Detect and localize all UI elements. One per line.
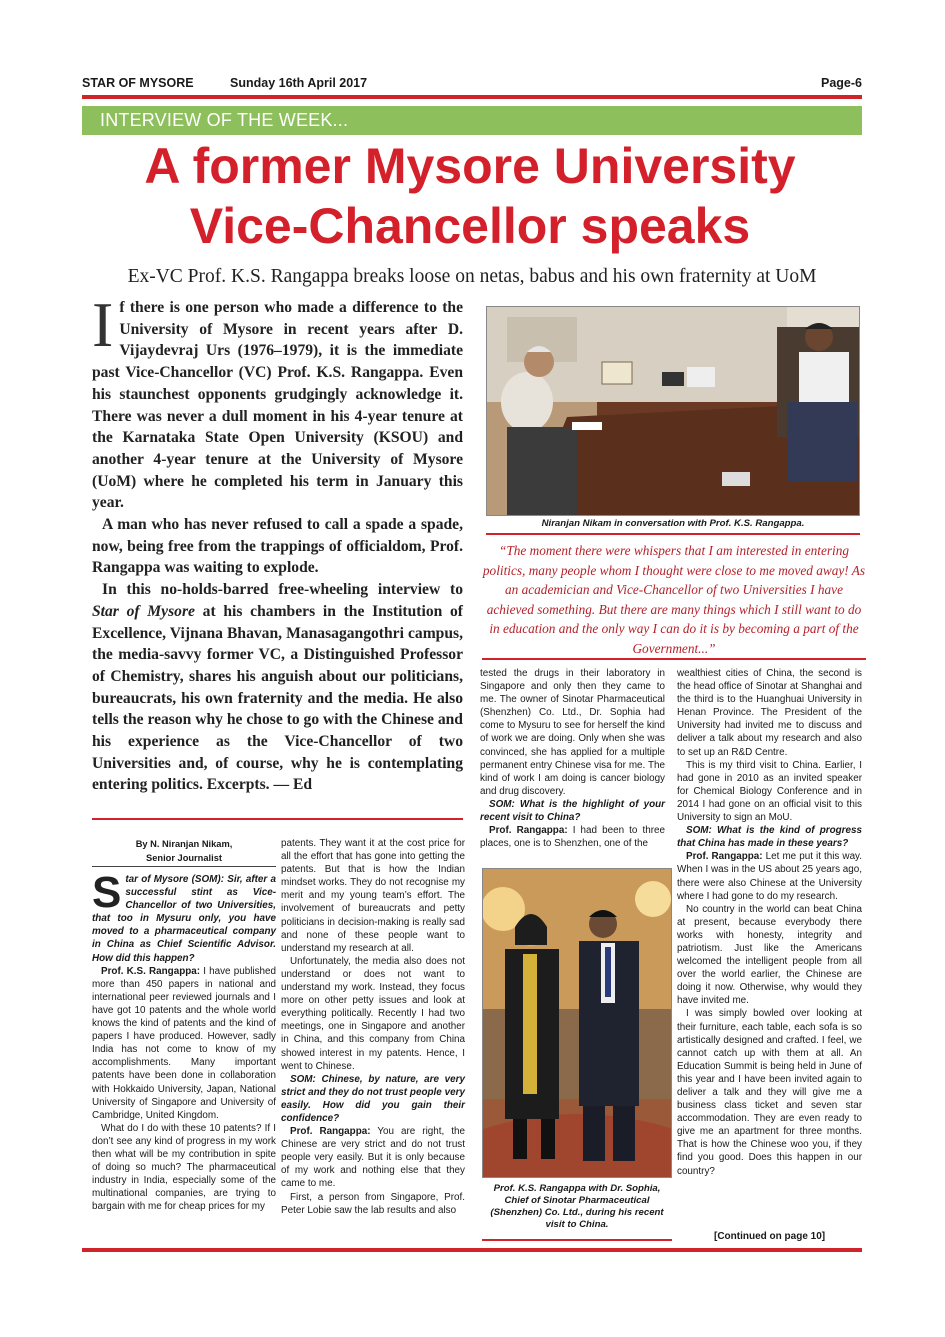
page-number: Page-6: [821, 76, 862, 90]
col2-answer-text: You are right, the Chinese are very strict and do not trust people very easily. But it is only because of my work and nothing else that they came to me.: [281, 1126, 465, 1190]
interview-photo-caption: Niranjan Nikam in conversation with Prof. K.S. Rangappa.: [541, 518, 805, 529]
issue-date: Sunday 16th April 2017: [230, 76, 368, 90]
col2-speaker: Prof. Rangappa:: [290, 1126, 371, 1138]
masthead: [82, 76, 862, 94]
article-column-3: [480, 667, 665, 850]
byline: [92, 837, 276, 865]
continued-link[interactable]: [Continued on page 10]: [714, 1231, 826, 1242]
china-visit-photo-illustration: [483, 869, 672, 1178]
intro-dropcap: I: [92, 289, 114, 360]
col4-answer: [677, 850, 862, 902]
deck-subheadline: Ex-VC Prof. K.S. Rangappa breaks loose on netas, babus and his own fraternity at UoM: [127, 266, 817, 287]
col3-answer-text: I had been to three places, one is to Shenzhen, one of the: [480, 825, 665, 850]
col1-paragraph-2: What do I do with these 10 patents? If I don’t see any kind of progress in my work then what will be my contribution in spite of doing so much? The pharmaceutical industry in India, especially some of the multinational companies, are trying to bargain with me for cheap prices for my: [92, 1122, 276, 1213]
col3-speaker: Prof. Rangappa:: [489, 825, 568, 837]
intro-paragraph-1: [92, 289, 463, 514]
col2-paragraph-2: Unfortunately, the media also does not understand or does not want to understand my work. Instead, they focus more on other petty issues and look at everything politically. Recently I had two meetings, one in Singapore and another in China, and this company from China showed interest in my patents. Hence, I went to Chinese.: [281, 955, 465, 1072]
footer-rule: [82, 1248, 862, 1252]
col1-answer-text: I have published more than 450 papers in national and international peer reviewed journals and I have got 10 patents and the whole world knows the kind of patents and the kind of papers I have produced. However, sadly India has not come to know of my accomplishments. Many important patents have been done in collaboration with Hokkaido University, Japan, National University of Singapore and University of Cambridge, United Kingdom.: [92, 965, 276, 1121]
byline-title: Senior Journalist: [146, 853, 222, 863]
intro-p3-a: In this no-holds-barred free-wheeling interview to: [102, 581, 463, 599]
col2-answer: [281, 1125, 465, 1190]
intro-rule: [92, 818, 463, 820]
col4-paragraph-4: I was simply bowled over looking at their furniture, each table, each sofa is so artistically designed and crafted. I feel, we cannot catch up with them at all. An Education Summit is being held in June of this year and I have been invited again to deliver a talk and they will give me a business class ticket and seven star accommodation. They are even ready to give me an apartment for three months. That is how the Chinese woo you, if they find you good. Does this happen in our country?: [677, 1008, 862, 1177]
article-column-4: [677, 667, 862, 1178]
pull-quote: “The moment there were whispers that I am interested in entering politics, many people whom I thought were close to me moved away! As an academician and Vice-Chancellor of two Universities I have achieved something. But there are many things which I still want to do in education and the only way I can do it is by becoming a part of the Government...”: [482, 543, 866, 656]
china-visit-photo-caption: Prof. K.S. Rangappa with Dr. Sophia, Chief of Sinotar Pharmaceutical (Shenzhen) Co. Ltd., during his recent visit to China.: [490, 1183, 664, 1230]
pullquote-rule: [482, 658, 866, 660]
col4-paragraph-2: This is my third visit to China. Earlier, I had gone in 2010 as an invited speaker for Chemical Biology Conference and in 2014 I had gone on an official visit to this University to sign an MoU.: [677, 759, 862, 824]
col3-paragraph-1: tested the drugs in their laboratory in Singapore and only then they came to me. The owner of Sinotar Pharmaceutical (Shenzhen) Co. Ltd., Dr. Sophia had come to Mysuru to see for herself the kind of work we are doing. Only when she was convinced, she has applied for a multiple permanent entry Chinese visa for me. The kind of work I am doing is cancer biology and drug discovery.: [480, 668, 665, 797]
col3-answer: [480, 824, 665, 850]
caption2-rule: [482, 1239, 672, 1241]
intro-p3-b: at his chambers in the Institution of Excellence, Vijnana Bhavan, Manasagangothri campus, the media-savvy former VC, a Distinguished Professor of Chemistry, shares his anguish about our politicians, bureaucrats, his own fraternity and the media. He also tells the reason why he chose to go with the Chinese and his experience as the Vice-Chancellor of two Universities and, of course, why he is contemplating entering politics. Excerpts. — Ed: [92, 602, 463, 794]
col4-answer-text: Let me put it this way. When I was in the US about 25 years ago, there were also Chinese at the University where I had gone to do my research.: [677, 851, 863, 902]
col1-answer: [92, 965, 276, 1122]
col3-question: SOM: What is the highlight of your recent visit to China?: [480, 798, 665, 824]
paper-name: STAR OF MYSORE: [82, 76, 194, 90]
section-kicker: INTERVIEW OF THE WEEK...: [82, 106, 862, 135]
headline-line-2: Vice-Chancellor speaks: [189, 198, 751, 254]
col1-dropcap: S: [92, 868, 122, 917]
intro-p3-italic: Star of Mysore: [92, 602, 195, 620]
col4-paragraph-3: No country in the world can beat China at present, because everybody there works with honesty, integrity and patriotism. Just like the Americans welcomed the intelligent people from all over the world earlier, the Chinese are doing it now. Otherwise, why would they have invited me.: [677, 903, 862, 1007]
byline-rule: [92, 866, 276, 867]
col1-question-text: tar of Mysore (SOM): Sir, after a successful stint as Vice-Chancellor of two Universities, that too in Mysuru only, you have moved to a pharmaceutical company in China as Chief Scientific Advisor. How did this happen?: [92, 874, 276, 964]
col1-speaker: Prof. K.S. Rangappa:: [101, 965, 201, 977]
intro-paragraph-3: [92, 579, 463, 796]
interview-photo: [486, 306, 860, 516]
article-column-2: [281, 837, 465, 1217]
interview-photo-illustration: [487, 307, 860, 516]
headline: [40, 136, 900, 256]
byline-name: By N. Niranjan Nikam,: [135, 839, 233, 849]
col4-paragraph-1: wealthiest cities of China, the second is the head office of Sinotar at Shanghai and the third is to the Huanghuai University in Henan Province. The President of the University had invited me to discuss and deliver a talk about my research and also to set up an R&D Centre.: [677, 668, 862, 758]
col2-question: SOM: Chinese, by nature, are very strict and they do not trust people very easily. How did you gain their confidence?: [281, 1073, 465, 1124]
col4-speaker: Prof. Rangappa:: [686, 851, 763, 863]
col4-question: SOM: What is the kind of progress that China has made in these years?: [677, 825, 862, 850]
col2-paragraph-3: First, a person from Singapore, Prof. Peter Lobie saw the lab results and also: [281, 1191, 465, 1216]
article-column-1: [92, 868, 276, 1213]
intro-p1-text: f there is one person who made a difference to the University of Mysore in recent years after D. Vijaydevraj Urs (1976–1979), it is the immediate past Vice-Chancellor (VC) Prof. K.S. Rangappa. Even his staunchest opponents grudgingly acknowledge it. There was never a dull moment in his 4-year tenure at the Karnataka State Open University (KSOU) and another 4-year tenure at the University of Mysore (UoM) where he completed his term in January this year.: [92, 299, 463, 512]
intro-text: [92, 289, 463, 796]
masthead-rule: [82, 95, 862, 99]
col2-paragraph-1: patents. They want it at the cost price for all the effort that has gone into getting the patents. But that is how the Indian mindset works. They do not recognise my merit and my young team’s effort. The involvement of bureaucrats and petty politicians in decision-making is really sad and none of these people want to understand my research at all.: [281, 838, 465, 954]
caption-rule: [486, 533, 860, 535]
china-visit-photo: [482, 868, 672, 1178]
intro-paragraph-2: A man who has never refused to call a spade a spade, now, being free from the trappings of officialdom, Prof. Rangappa was waiting to explode.: [92, 516, 463, 577]
col1-question: [92, 868, 276, 965]
headline-line-1: A former Mysore University: [144, 138, 796, 194]
